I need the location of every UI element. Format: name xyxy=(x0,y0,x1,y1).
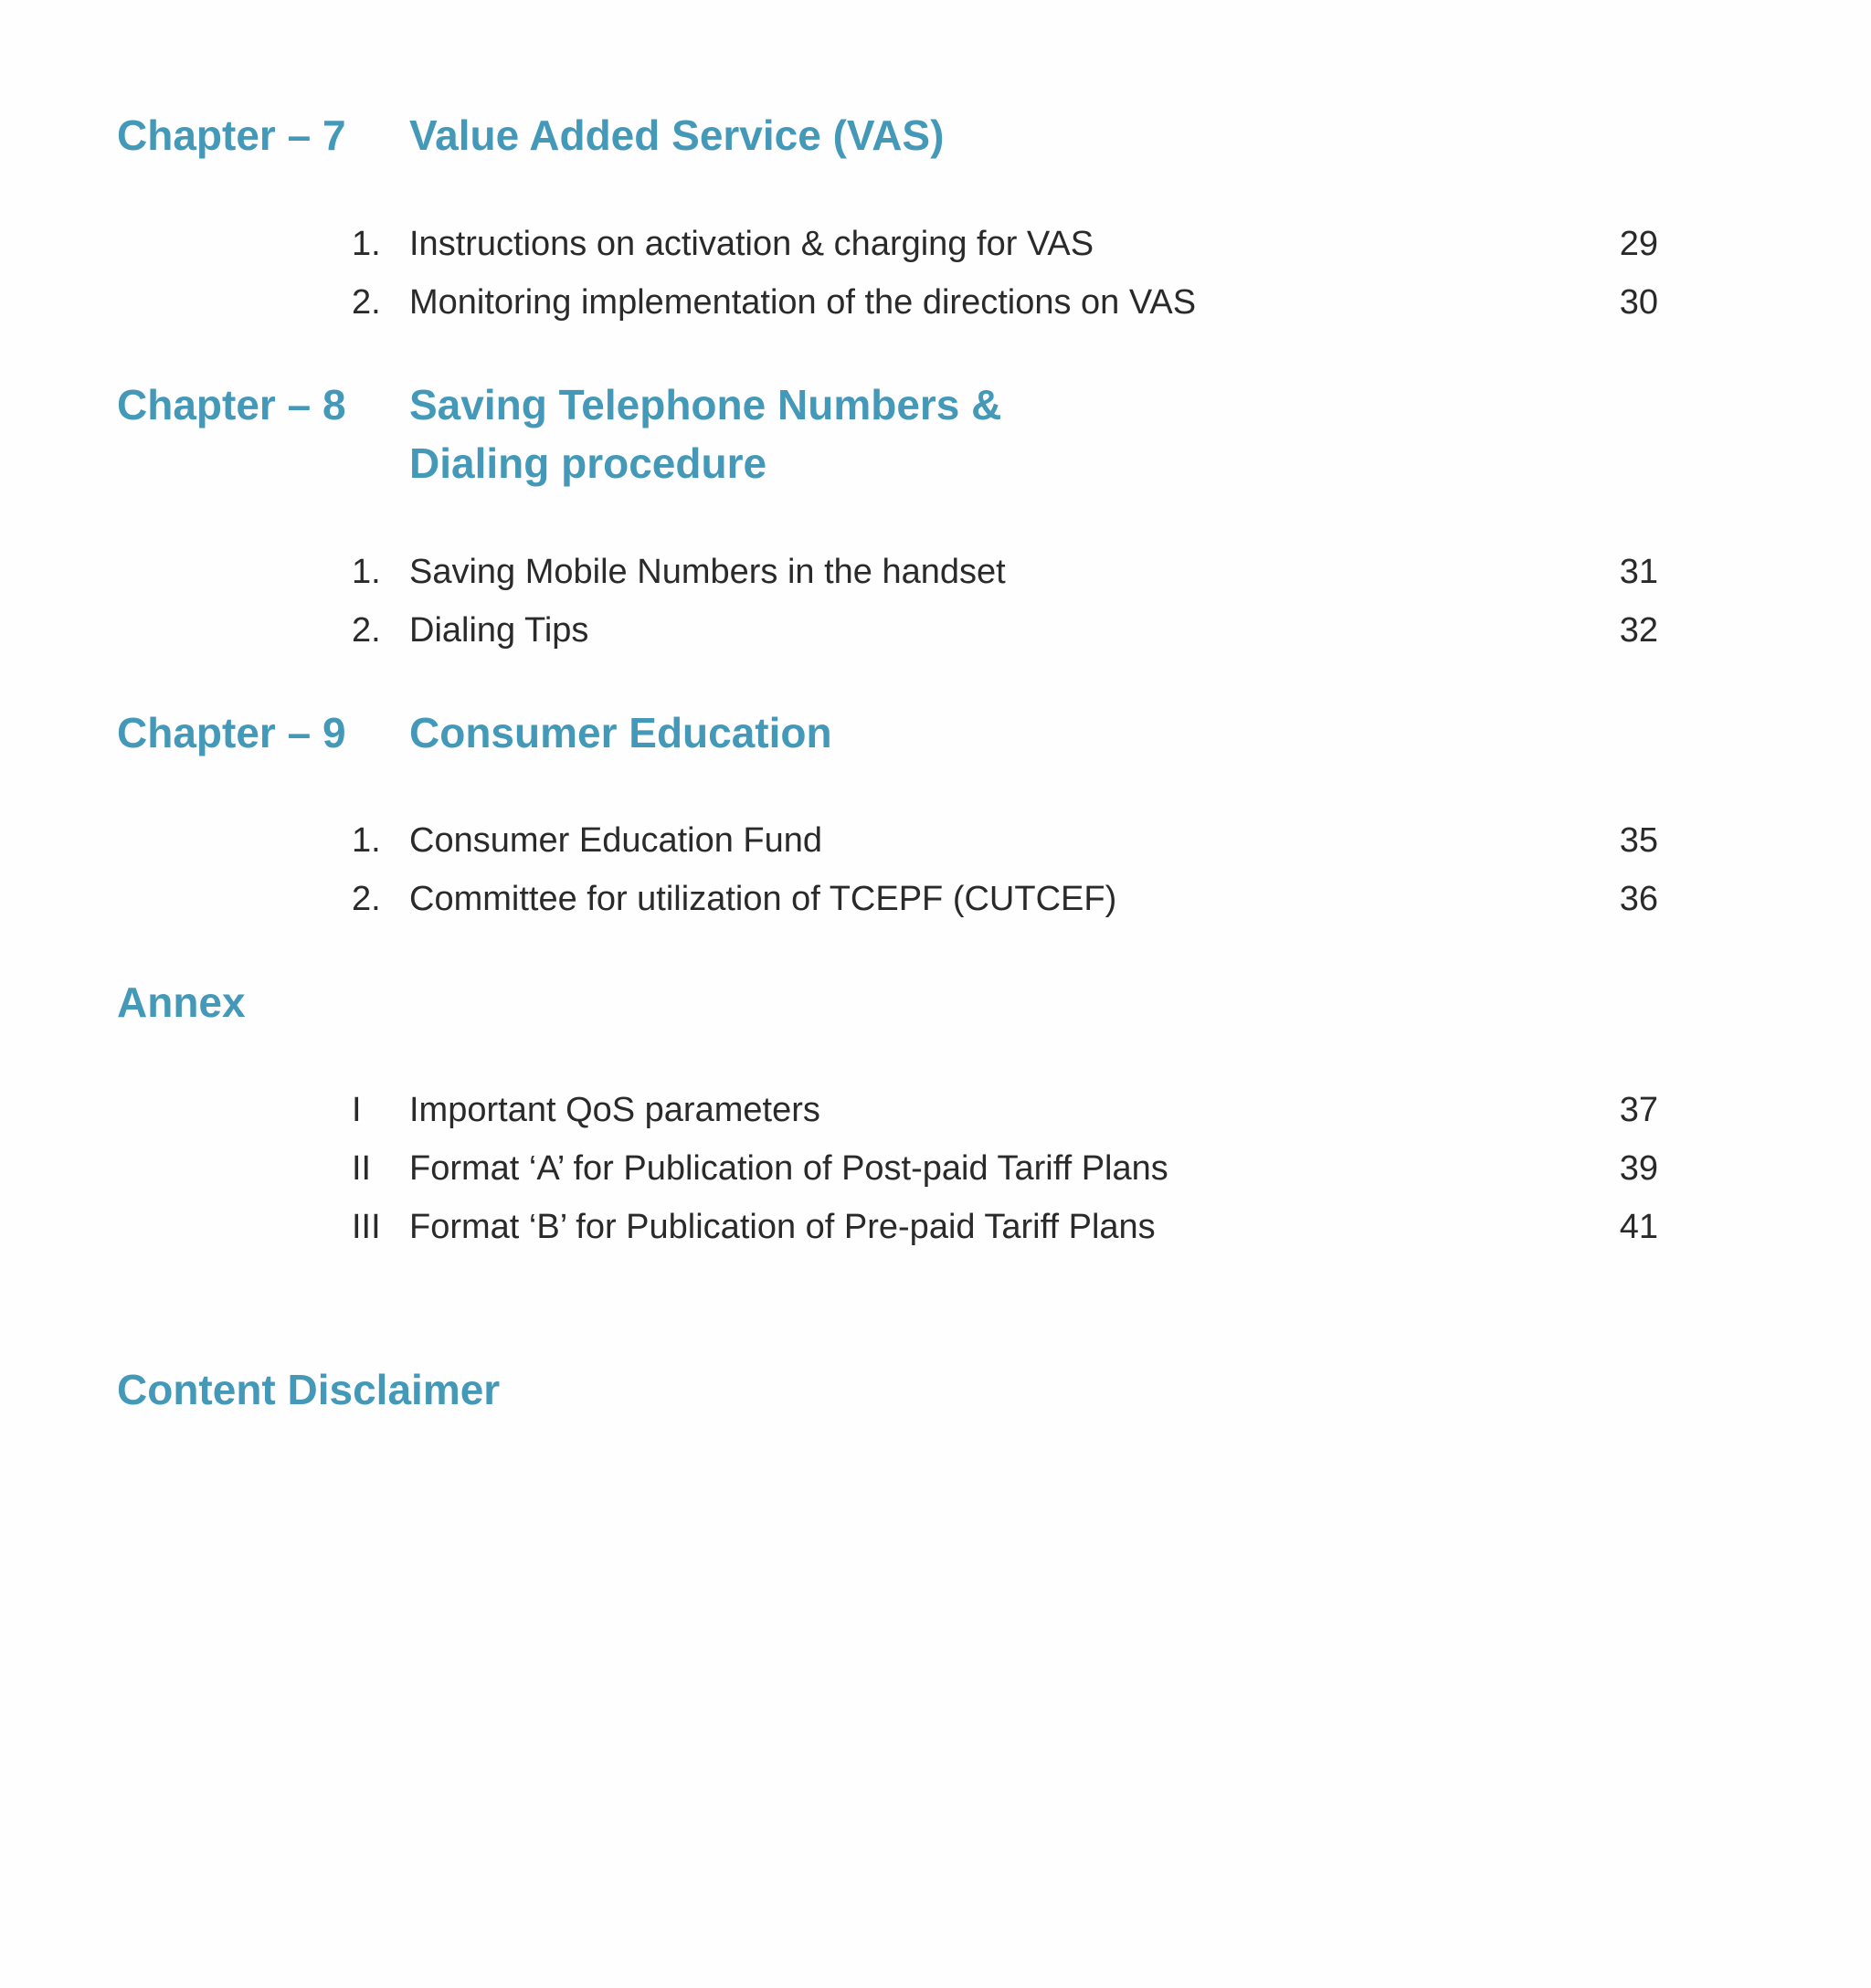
annex-entry-1-text[interactable]: Important QoS parameters xyxy=(409,1091,820,1129)
content-disclaimer-heading[interactable]: Content Disclaimer xyxy=(117,1366,501,1413)
annex-entry-3-page: 41 xyxy=(1619,1208,1658,1246)
chapter-7-label: Chapter – 7 xyxy=(117,111,346,159)
chapter-8-title-line-1[interactable]: Saving Telephone Numbers & xyxy=(409,381,1002,428)
chapter-7-entry-2-number: 2. xyxy=(352,283,381,322)
chapter-8-entry-1-page: 31 xyxy=(1619,553,1658,591)
chapter-8-entry-2-number: 2. xyxy=(352,611,381,650)
chapter-9-entry-2-page: 36 xyxy=(1619,880,1658,918)
annex-heading[interactable]: Annex xyxy=(117,978,246,1026)
chapter-9-entry-1-text[interactable]: Consumer Education Fund xyxy=(409,821,823,860)
chapter-9-title[interactable]: Consumer Education xyxy=(409,709,832,756)
chapter-9-entry-2-text[interactable]: Committee for utilization of TCEPF (CUTCEF) xyxy=(409,880,1117,918)
chapter-8-entry-1-number: 1. xyxy=(352,553,381,591)
chapter-9-entry-1-page: 35 xyxy=(1619,821,1658,860)
chapter-8-title-line-2[interactable]: Dialing procedure xyxy=(409,439,767,487)
annex-entry-1-number: I xyxy=(352,1091,362,1129)
chapter-7-title[interactable]: Value Added Service (VAS) xyxy=(409,111,945,159)
annex-entry-2-text[interactable]: Format ‘A’ for Publication of Post-paid Tariff Plans xyxy=(409,1149,1168,1188)
chapter-9-label: Chapter – 9 xyxy=(117,709,346,756)
chapter-7-entry-2-text[interactable]: Monitoring implementation of the directions on VAS xyxy=(409,283,1197,322)
chapter-7-entry-2-page: 30 xyxy=(1619,283,1658,322)
chapter-8-label: Chapter – 8 xyxy=(117,381,346,428)
annex-entry-2-number: II xyxy=(352,1149,372,1188)
chapter-7-entry-1-page: 29 xyxy=(1619,225,1658,263)
annex-entry-3-text[interactable]: Format ‘B’ for Publication of Pre-paid Tariff Plans xyxy=(409,1208,1156,1246)
chapter-9-entry-1-number: 1. xyxy=(352,821,381,860)
chapter-7-entry-1-number: 1. xyxy=(352,225,381,263)
annex-entry-1-page: 37 xyxy=(1619,1091,1658,1129)
chapter-8-entry-1-text[interactable]: Saving Mobile Numbers in the handset xyxy=(409,553,1006,591)
annex-entry-2-page: 39 xyxy=(1619,1149,1658,1188)
chapter-8-entry-2-text[interactable]: Dialing Tips xyxy=(409,611,589,650)
annex-entry-3-number: III xyxy=(352,1208,381,1246)
chapter-7-entry-1-text[interactable]: Instructions on activation & charging for VAS xyxy=(409,225,1094,263)
chapter-9-entry-2-number: 2. xyxy=(352,880,381,918)
chapter-8-entry-2-page: 32 xyxy=(1619,611,1658,650)
